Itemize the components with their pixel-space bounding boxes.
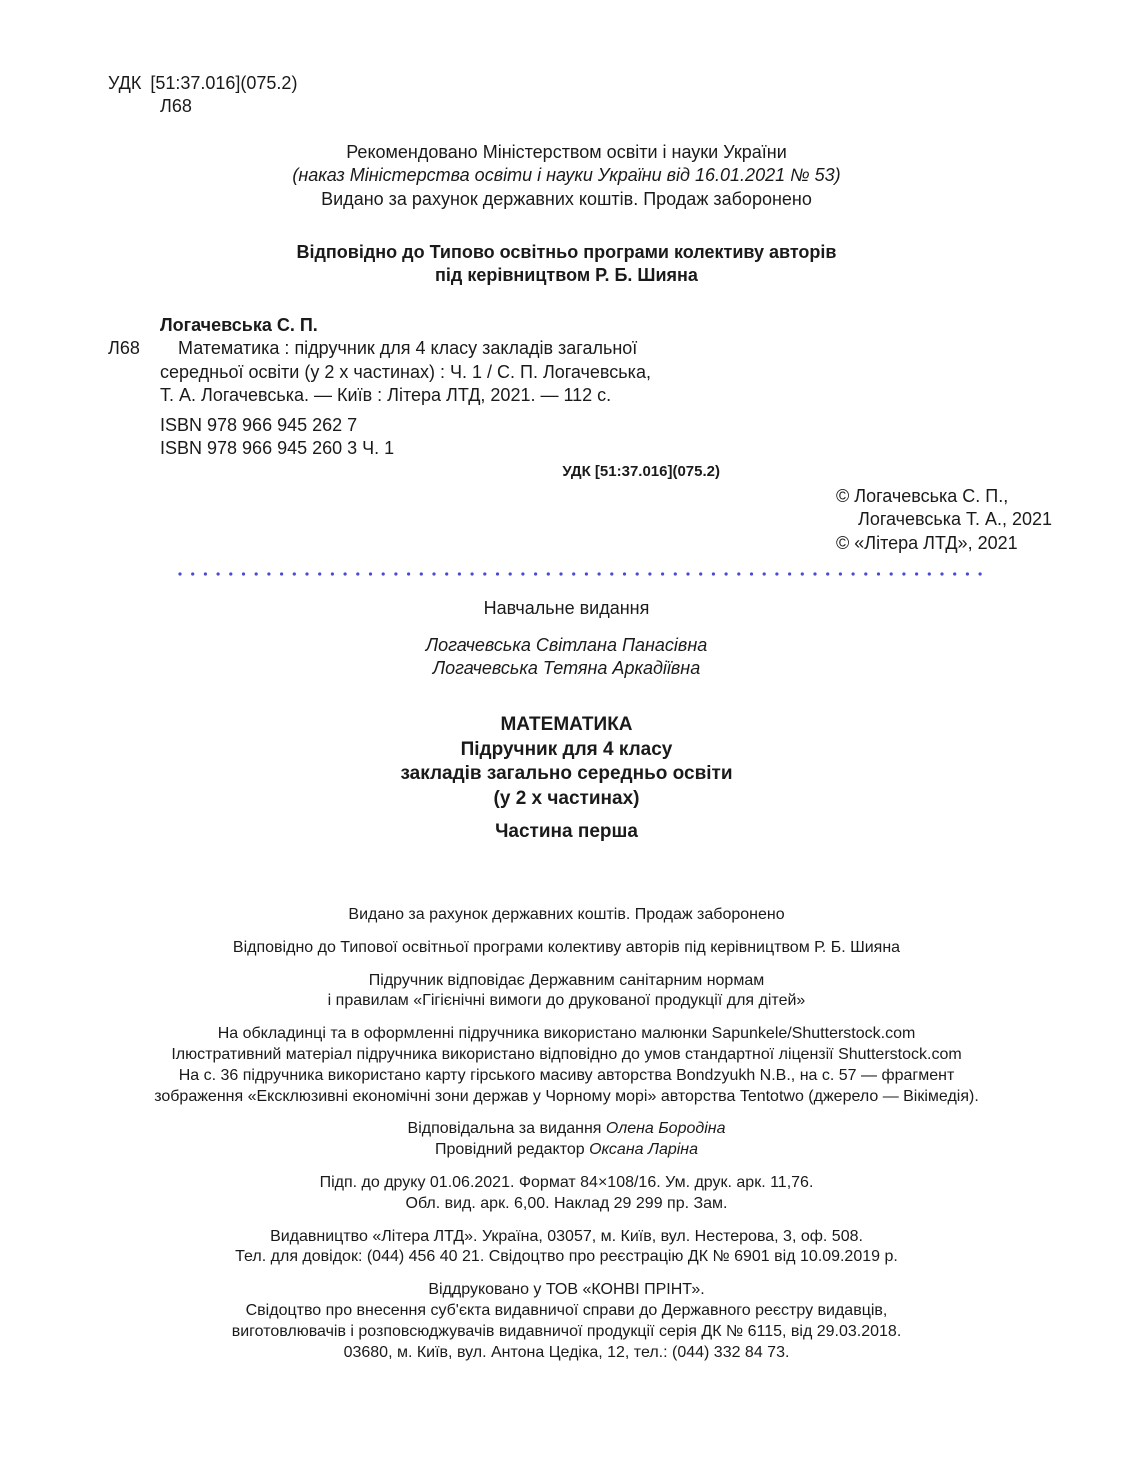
book-title-block: [0, 713, 1133, 844]
divider-dot: [610, 572, 613, 575]
divider-dot: [369, 572, 372, 575]
divider-dot: [229, 572, 232, 575]
copyright-block: [836, 485, 1052, 555]
divider-dot: [864, 572, 867, 575]
divider-dot: [661, 572, 664, 575]
divider-dot: [699, 572, 702, 575]
printer-info: Віддруковано у ТОВ «КОНВІ ПРІНТ».: [428, 1281, 705, 1299]
divider-dot: [940, 572, 943, 575]
imprint-details: [0, 905, 1133, 1363]
divider-dot: [521, 572, 524, 575]
udk-code: [51:37.016](075.2): [150, 73, 298, 93]
divider-dot: [750, 572, 753, 575]
author-name: Логачевська Тетяна Аркадіївна: [432, 658, 701, 679]
divider-dot: [420, 572, 423, 575]
copyright-line: © «Літера ЛТД», 2021: [836, 532, 1018, 553]
divider-dot: [902, 572, 905, 575]
illustration-note: Ілюстративний матеріал підручника використано відповідно до умов стандартної ліцензії Shutterstock.com: [171, 1045, 962, 1063]
publisher-info: Тел. для довідок: (044) 456 40 21. Свідоцтво про реєстрацію ДК № 6901 від 10.09.2019 р.: [235, 1248, 898, 1266]
edition-type: Навчальне видання: [483, 598, 650, 618]
divider-dot: [674, 572, 677, 575]
divider-dot: [813, 572, 816, 575]
divider-dot: [255, 572, 258, 575]
program-note-line: Відповідно до Типово освітньо програми колективу авторів: [296, 242, 837, 262]
divider-dot: [356, 572, 359, 575]
printer-info: Свідоцтво про внесення суб'єкта видавничої справи до Державного реєстру видавців,: [245, 1301, 888, 1319]
record-description: Математика : підручник для 4 класу закладів загальної: [178, 338, 638, 359]
divider-dot: [852, 572, 855, 575]
sanitary-note: Підручник відповідає Державним санітарним нормам: [368, 971, 765, 989]
divider-dot: [623, 572, 626, 575]
funding-line: Видано за рахунок державних коштів. Продаж заборонено: [321, 188, 812, 209]
book-subtitle: Підручник для 4 класу: [460, 738, 673, 760]
record-index: Л68: [108, 338, 140, 359]
divider-dot: [331, 572, 334, 575]
divider-dot: [178, 572, 181, 575]
divider-dot: [382, 572, 385, 575]
divider-dot: [890, 572, 893, 575]
print-info: Підп. до друку 01.06.2021. Формат 84×108/16. Ум. друк. арк. 11,76.: [319, 1173, 814, 1191]
divider-dot: [394, 572, 397, 575]
divider-dot: [585, 572, 588, 575]
illustration-note: На с. 36 підручника використано карту гірського масиву авторства Bondzyukh N.B., на с. 57 — фрагмент: [178, 1066, 955, 1084]
divider-dot: [305, 572, 308, 575]
divider-dot: [953, 572, 956, 575]
printer-info: 03680, м. Київ, вул. Антона Цедіка, 12, тел.: (044) 332 84 73.: [343, 1343, 790, 1361]
udk-header: [108, 72, 297, 119]
funding-note: Видано за рахунок державних коштів. Продаж заборонено: [348, 906, 785, 923]
isbn: ISBN 978 966 945 262 7: [160, 414, 358, 435]
sanitary-note: і правилам «Гігієнічні вимоги до друкованої продукції для дітей»: [327, 992, 806, 1010]
printer-info: виготовлювачів і розповсюджувачів видавничої продукції серія ДК № 6115, від 29.03.2018.: [231, 1322, 902, 1340]
book-part: Частина перша: [495, 820, 638, 842]
record-description: Т. А. Логачевська. — Київ : Літера ЛТД, 2021. — 112 с.: [160, 385, 612, 406]
record-description-row: [108, 337, 748, 360]
book-title: МАТЕМАТИКА: [500, 714, 633, 735]
illustration-note: На обкладинці та в оформленні підручника використано малюнки Sapunkele/Shutterstock.com: [217, 1025, 916, 1043]
divider-dot: [877, 572, 880, 575]
program-note-line: під керівництвом Р. Б. Шияна: [435, 265, 698, 286]
divider-dot: [686, 572, 689, 575]
divider-dot: [318, 572, 321, 575]
illustration-note: зображення «Ексклюзивні економічні зони держав у Чорному морі» авторства Tentotwo (джерело — Вікімедія).: [154, 1087, 979, 1105]
divider-dot: [979, 572, 982, 575]
divider-dot: [344, 572, 347, 575]
divider-dot: [293, 572, 296, 575]
divider-dot: [775, 572, 778, 575]
divider-dot: [737, 572, 740, 575]
record-author: Логачевська С. П.: [160, 315, 318, 335]
divider-dot: [458, 572, 461, 575]
divider-dot: [839, 572, 842, 575]
divider-dot: [801, 572, 804, 575]
divider-dot: [598, 572, 601, 575]
divider-dot: [191, 572, 194, 575]
responsible-person: Відповідальна за видання Олена Бородіна: [407, 1120, 726, 1138]
divider-dot: [407, 572, 410, 575]
divider-dot: [928, 572, 931, 575]
divider-dot: [648, 572, 651, 575]
program-note: Відповідно до Типової освітньої програми колективу авторів під керівництвом Р. Б. Шияна: [232, 938, 901, 956]
divider-dot: [915, 572, 918, 575]
divider-dot: [763, 572, 766, 575]
dotted-divider: [178, 572, 986, 576]
isbn: ISBN 978 966 945 260 3 Ч. 1: [160, 437, 395, 458]
divider-dot: [445, 572, 448, 575]
divider-dot: [725, 572, 728, 575]
divider-dot: [432, 572, 435, 575]
divider-dot: [204, 572, 207, 575]
lead-editor: Провідний редактор Оксана Ларіна: [435, 1141, 698, 1159]
divider-dot: [572, 572, 575, 575]
book-subtitle: закладів загально середньо освіти: [400, 763, 733, 785]
ministry-order-line: (наказ Міністерства освіти і науки України від 16.01.2021 № 53): [292, 165, 841, 186]
divider-dot: [712, 572, 715, 575]
divider-dot: [636, 572, 639, 575]
divider-dot: [826, 572, 829, 575]
divider-dot: [242, 572, 245, 575]
copyright-line: Логачевська Т. А., 2021: [858, 509, 1053, 530]
book-subtitle: (у 2 х частинах): [493, 788, 640, 810]
catalog-index: Л68: [160, 96, 192, 117]
divider-dot: [217, 572, 220, 575]
divider-dot: [280, 572, 283, 575]
record-description: середньої освіти (у 2 х частинах) : Ч. 1 / С. П. Логачевська,: [160, 361, 651, 382]
copyright-line: © Логачевська С. П.,: [836, 486, 1009, 506]
divider-dot: [471, 572, 474, 575]
record-udk: УДК [51:37.016](075.2): [562, 463, 720, 481]
divider-dot: [534, 572, 537, 575]
author-name: Логачевська Світлана Панасівна: [425, 635, 708, 655]
authors-full-names: [0, 634, 1133, 681]
udk-label: УДК: [108, 73, 142, 93]
recommendation-block: [0, 141, 1133, 211]
divider-dot: [788, 572, 791, 575]
bibliographic-record: [108, 314, 748, 482]
divider-dot: [966, 572, 969, 575]
divider-dot: [547, 572, 550, 575]
divider-dot: [509, 572, 512, 575]
program-note: [0, 241, 1133, 288]
print-info: Обл. вид. арк. 6,00. Наклад 29 299 пр. Зам.: [405, 1194, 728, 1212]
divider-dot: [483, 572, 486, 575]
divider-dot: [559, 572, 562, 575]
publisher-info: Видавництво «Літера ЛТД». Україна, 03057, м. Київ, вул. Нестерова, 3, оф. 508.: [270, 1227, 863, 1245]
divider-dot: [496, 572, 499, 575]
divider-dot: [267, 572, 270, 575]
recommendation-line: Рекомендовано Міністерством освіти і науки України: [346, 142, 787, 162]
